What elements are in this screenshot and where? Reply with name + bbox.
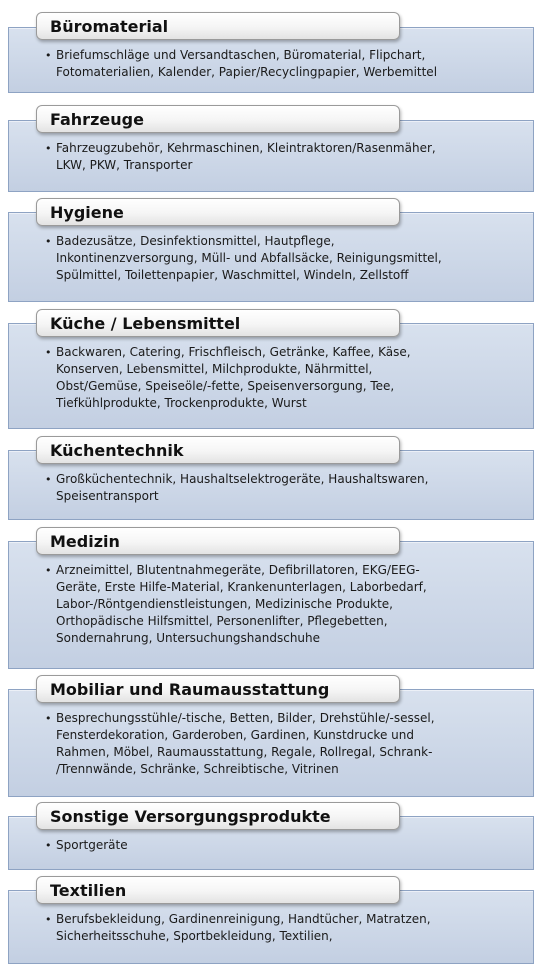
category-item-line: • Fahrzeugzubehör, Kehrmaschinen, Kleintraktoren/Rasenmäher, [56, 140, 533, 157]
category-content-box [8, 689, 534, 797]
category-item-line: • Berufsbekleidung, Gardinenreinigung, Handtücher, Matratzen, [56, 911, 533, 928]
category-item-line: Rahmen, Möbel, Raumausstattung, Regale, Rollregal, Schrank- [56, 745, 433, 759]
category-item-line: Labor-/Röntgendienstleistungen, Medizinische Produkte, [56, 597, 393, 611]
category-content-box [8, 541, 534, 669]
category-title: Sonstige Versorgungsprodukte [36, 802, 400, 830]
category-item-list [9, 690, 533, 778]
category-item-line: • Badezusätze, Desinfektionsmittel, Hautpflege, [56, 233, 533, 250]
category-title: Küchentechnik [36, 436, 400, 464]
category-item-line: LKW, PKW, Transporter [56, 158, 193, 172]
category-item-line: Orthopädische Hilfsmittel, Personenlifter, Pflegebetten, [56, 614, 388, 628]
category-title: Hygiene [36, 198, 400, 226]
category-item-line: Spülmittel, Toilettenpapier, Waschmittel, Windeln, Zellstoff [56, 268, 409, 282]
category-title: Fahrzeuge [36, 105, 400, 133]
category-item-line: • Besprechungsstühle/-tische, Betten, Bilder, Drehstühle/-sessel, [56, 710, 533, 727]
category-item-line: Sicherheitsschuhe, Sportbekleidung, Textilien, [56, 929, 333, 943]
category-item-line: Inkontinenzversorgung, Müll- und Abfallsäcke, Reinigungsmittel, [56, 251, 442, 265]
category-title: Mobiliar und Raumausstattung [36, 675, 400, 703]
category-item-line: Tiefkühlprodukte, Trockenprodukte, Wurst [56, 396, 307, 410]
category-item-line: Geräte, Erste Hilfe-Material, Krankenunterlagen, Laborbedarf, [56, 580, 427, 594]
category-item-list [9, 542, 533, 647]
category-item-line: Fotomaterialien, Kalender, Papier/Recyclingpapier, Werbemittel [56, 65, 438, 79]
category-item-line: /Trennwände, Schränke, Schreibtische, Vitrinen [56, 762, 339, 776]
category-item-line: Speisentransport [56, 489, 159, 503]
category-item-line: Obst/Gemüse, Speiseöle/-fette, Speisenversorgung, Tee, [56, 379, 395, 393]
category-title: Textilien [36, 876, 400, 904]
category-item-list [9, 324, 533, 412]
category-item-line: Konserven, Lebensmittel, Milchprodukte, Nährmittel, [56, 362, 373, 376]
category-title: Medizin [36, 527, 400, 555]
category-item-line: • Arzneimittel, Blutentnahmegeräte, Defibrillatoren, EKG/EEG- [56, 562, 533, 579]
category-item-line: • Sportgeräte [56, 837, 533, 854]
category-title: Büromaterial [36, 12, 400, 40]
category-item-line: Fensterdekoration, Garderoben, Gardinen, Kunstdrucke und [56, 728, 414, 742]
category-item-line: • Großküchentechnik, Haushaltselektrogeräte, Haushaltswaren, [56, 471, 533, 488]
category-item-line: Sondernahrung, Untersuchungshandschuhe [56, 631, 321, 645]
category-title: Küche / Lebensmittel [36, 309, 400, 337]
category-item-line: • Backwaren, Catering, Frischfleisch, Getränke, Kaffee, Käse, [56, 344, 533, 361]
category-content-box [8, 323, 534, 429]
category-item-line: • Briefumschläge und Versandtaschen, Büromaterial, Flipchart, [56, 47, 533, 64]
